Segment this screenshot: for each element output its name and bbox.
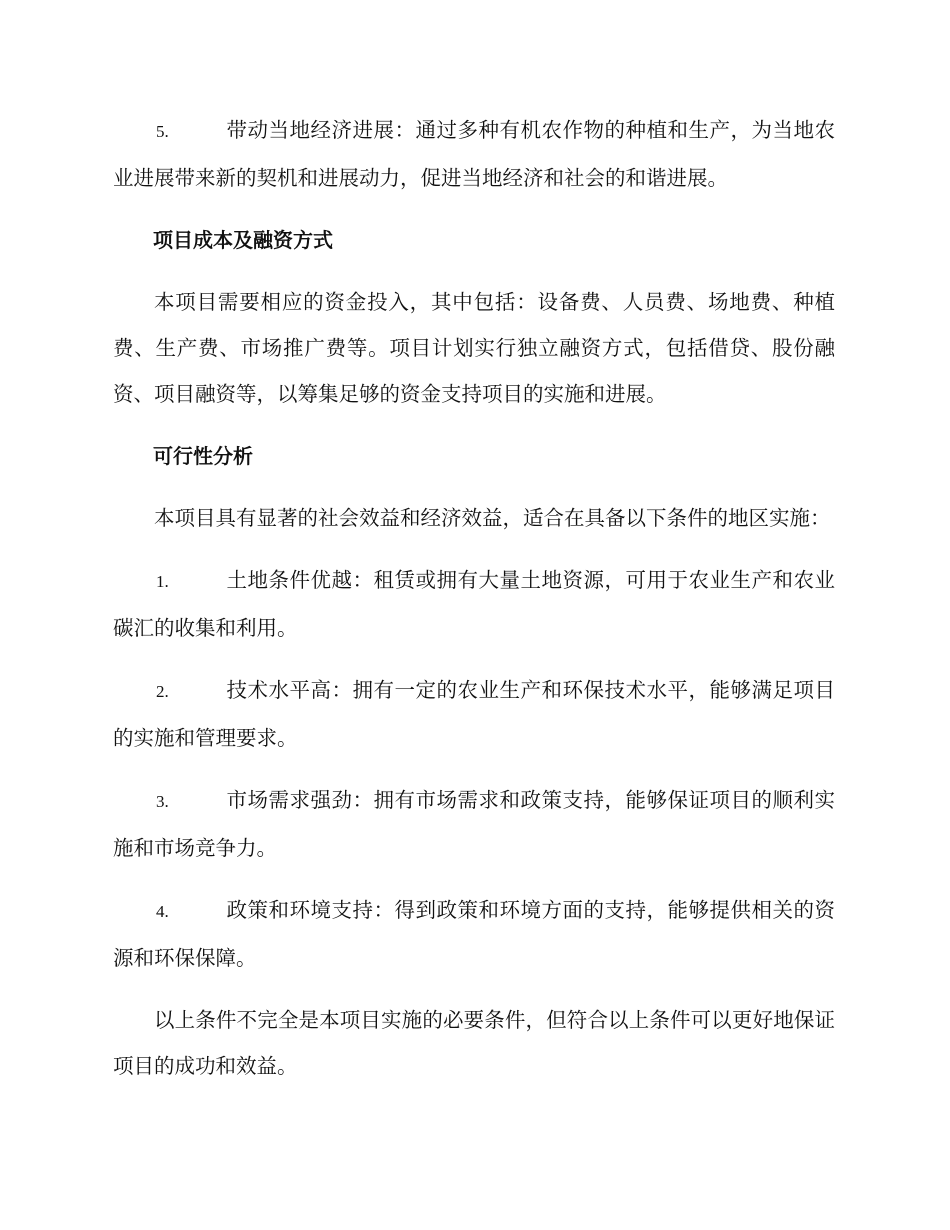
list-item bbox=[113, 777, 835, 871]
list-item-number: 5. bbox=[156, 122, 169, 141]
list-item bbox=[113, 667, 835, 761]
list-item-text: 政策和环境支持：得到政策和环境方面的支持，能够提供相关的资源和环保保障。 bbox=[113, 898, 835, 970]
document-body bbox=[113, 107, 835, 1105]
list-item-number: 3. bbox=[156, 792, 169, 811]
list-item bbox=[113, 557, 835, 651]
list-item-text: 土地条件优越：租赁或拥有大量土地资源，可用于农业生产和农业碳汇的收集和利用。 bbox=[113, 568, 835, 640]
list-item-text: 技术水平高：拥有一定的农业生产和环保技术水平，能够满足项目的实施和管理要求。 bbox=[113, 678, 835, 750]
list-item-number: 1. bbox=[156, 572, 169, 591]
list-item-text: 带动当地经济进展：通过多种有机农作物的种植和生产，为当地农业进展带来新的契机和进展动力，促进当地经济和社会的和谐进展。 bbox=[113, 118, 835, 190]
paragraph-cost: 本项目需要相应的资金投入，其中包括：设备费、人员费、场地费、种植费、生产费、市场推广费等。项目计划实行独立融资方式，包括借贷、股份融资、项目融资等，以筹集足够的资金支持项目的实施和进展。 bbox=[113, 290, 835, 406]
section-heading-feasibility: 可行性分析 bbox=[153, 444, 253, 468]
list-item bbox=[113, 887, 835, 981]
paragraph-feasibility: 本项目具有显著的社会效益和经济效益，适合在具备以下条件的地区实施： bbox=[154, 506, 831, 530]
section-heading-cost: 项目成本及融资方式 bbox=[153, 228, 333, 252]
list-item-text: 市场需求强劲：拥有市场需求和政策支持，能够保证项目的顺利实施和市场竞争力。 bbox=[113, 788, 835, 860]
list-item bbox=[113, 107, 835, 201]
paragraph-conclusion: 以上条件不完全是本项目实施的必要条件，但符合以上条件可以更好地保证项目的成功和效益。 bbox=[113, 1008, 835, 1078]
list-item-number: 2. bbox=[156, 682, 169, 701]
list-item-number: 4. bbox=[156, 902, 169, 921]
